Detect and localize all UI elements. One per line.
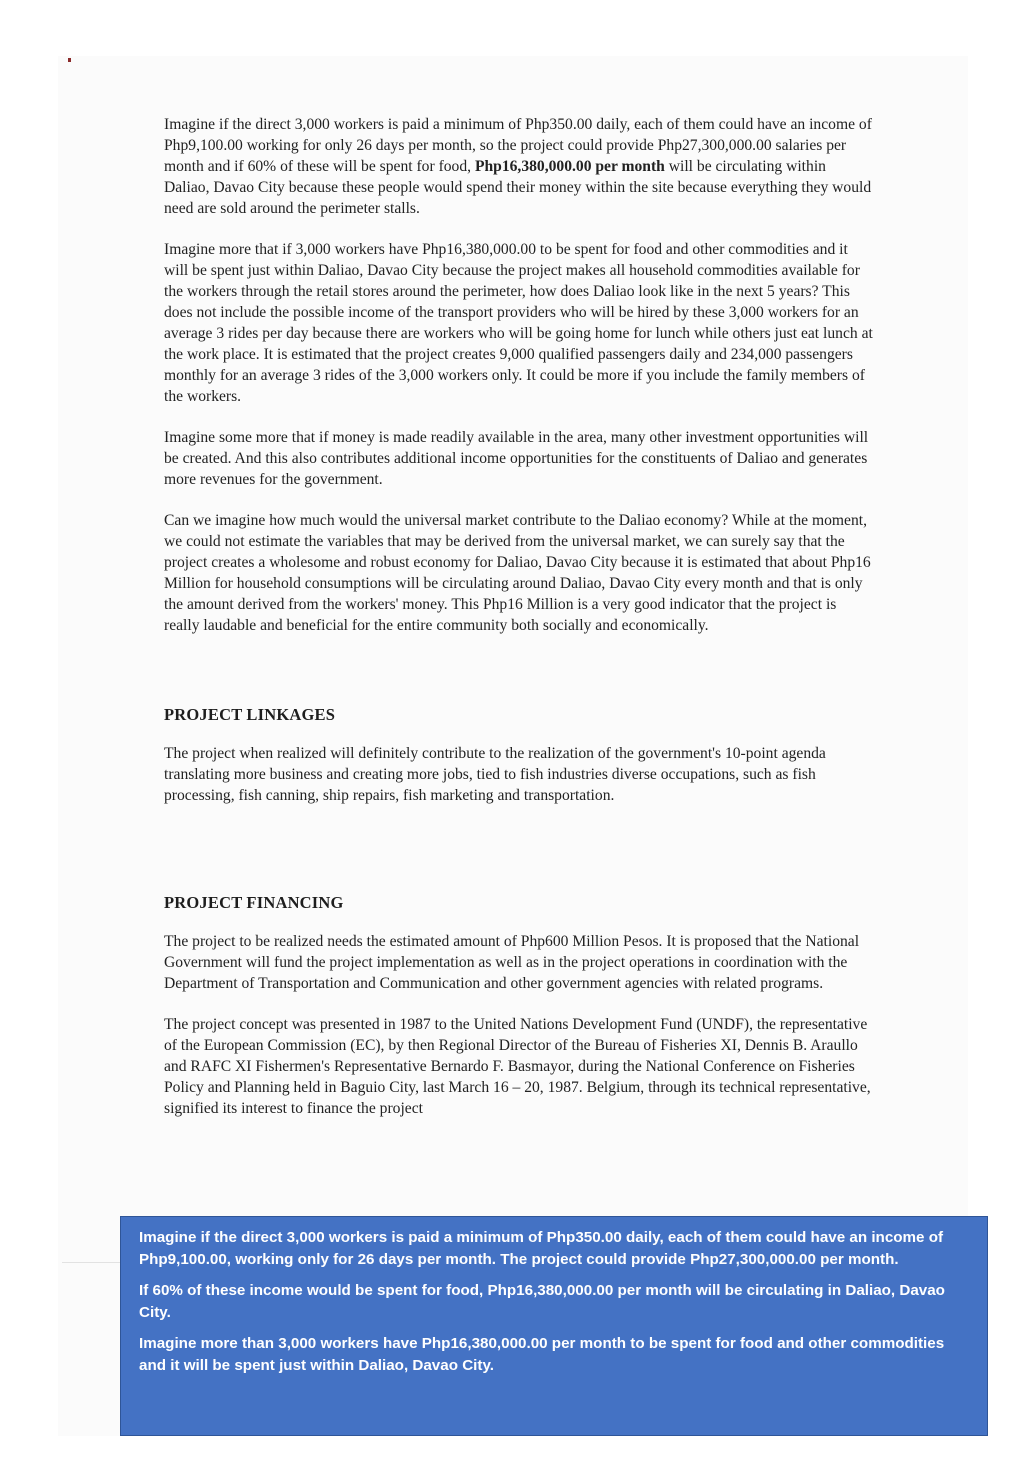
summary-callout-box — [120, 1216, 988, 1436]
paragraph-text-before: Imagine if the direct 3,000 workers is paid a minimum of Php350.00 daily, each of them could have an income of Php9,100.00 working for only 26 days per month, so the project could provide Php27,300,000.00 salaries per month and if 60% of these will be spent for food, — [164, 116, 872, 175]
paragraph-universal-market: Can we imagine how much would the universal market contribute to the Daliao economy? While at the moment, we could not estimate the variables that may be derived from the universal market, we can surely say that the project creates a wholesome and robust economy for Daliao, Davao City because it is estimated that about Php16 Million for household consumptions will be circulating around Daliao, Davao City every month and that is only the amount derived from the workers' money. This Php16 Million is a very good indicator that the project is really laudable and beneficial for the entire community both socially and economically. — [164, 512, 871, 634]
heading-project-linkages: PROJECT LINKAGES — [164, 705, 336, 724]
scan-speck — [68, 58, 71, 62]
paragraph-investment: Imagine some more that if money is made readily available in the area, many other investment opportunities will be created. And this also contributes additional income opportunities for the constituents of Daliao and generates more revenues for the government. — [164, 429, 869, 488]
paragraph-text-after: will be circulating within Daliao, Davao City because these people would spend their money within the site because everything they would need are sold around the perimeter stalls. — [164, 158, 872, 217]
callout-paragraph-food: If 60% of these income would be spent for food, Php16,380,000.00 per month will be circulating in Daliao, Davao City. — [139, 1282, 945, 1321]
paragraph-workers-income — [164, 114, 874, 219]
scan-edge-line — [62, 1262, 120, 1263]
paragraph-commodities: Imagine more that if 3,000 workers have Php16,380,000.00 to be spent for food and other commodities and it will be spent just within Daliao, Davao City because the project makes all household commodities available for the workers through the retail stores around the perimeter, how does Daliao look like in the next 5 years? This does not include the possible income of the transport providers who will be hired by these 3,000 workers for an average 3 rides per day because there are workers who will be going home for lunch while others just eat lunch at the work place. It is estimated that the project creates 9,000 qualified passengers daily and 234,000 passengers monthly for an average 3 rides of the 3,000 workers only. It could be more if you include the family members of the workers. — [164, 241, 873, 405]
heading-project-financing: PROJECT FINANCING — [164, 893, 344, 912]
document-body — [164, 114, 874, 1139]
paragraph-linkages: The project when realized will definitely contribute to the realization of the government's 10-point agenda translating more business and creating more jobs, tied to fish industries diverse occupations, such as fish processing, fish canning, ship repairs, fish marketing and transportation. — [164, 745, 826, 804]
paragraph-financing-amount: The project to be realized needs the estimated amount of Php600 Million Pesos. It is proposed that the National Government will fund the project implementation as well as in the project operations in coordination with the Department of Transportation and Communication and other government agencies with related programs. — [164, 933, 860, 992]
paragraph-financing-history: The project concept was presented in 1987 to the United Nations Development Fund (UNDF), the representative of the European Commission (EC), by then Regional Director of the Bureau of Fisheries XI, Dennis B. Araullo and RAFC XI Fishermen's Representative Bernardo F. Basmayor, during the National Conference on Fisheries Policy and Planning held in Baguio City, last March 16 – 20, 1987. Belgium, through its technical representative, signified its interest to finance the project — [164, 1016, 871, 1117]
callout-paragraph-commodities: Imagine more than 3,000 workers have Php16,380,000.00 per month to be spent for food and other commodities and it will be spent just within Daliao, Davao City. — [139, 1335, 945, 1374]
callout-paragraph-income: Imagine if the direct 3,000 workers is paid a minimum of Php350.00 daily, each of them could have an income of Php9,100.00, working only for 26 days per month. The project could provide Php27,300,000.00 per month. — [139, 1229, 944, 1268]
paragraph-bold-amount: Php16,380,000.00 per month — [474, 158, 665, 175]
